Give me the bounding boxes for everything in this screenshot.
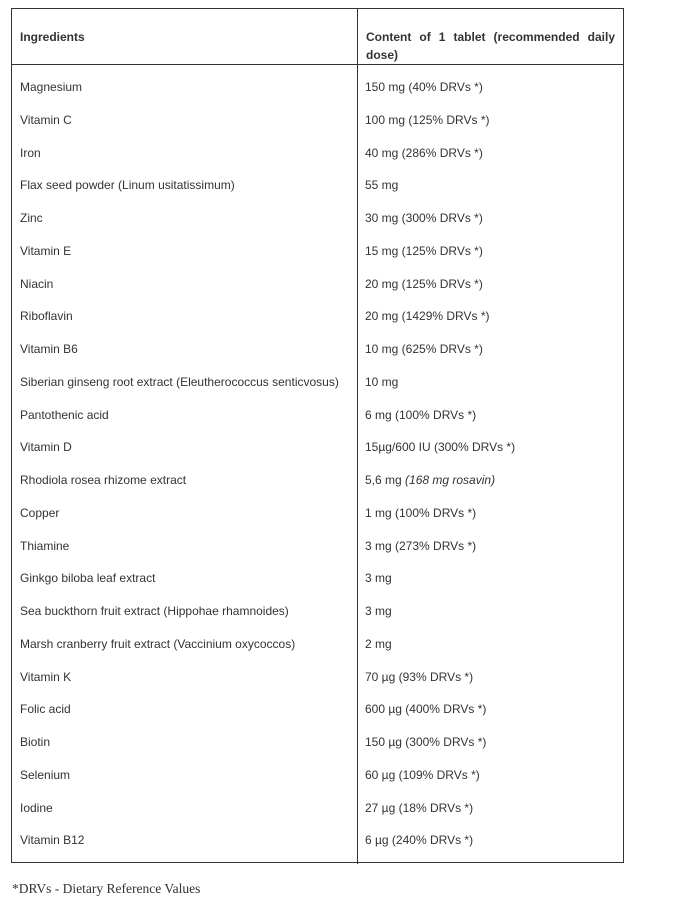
content-value: 150 µg (300% DRVs *) (365, 735, 487, 749)
header-ingredients: Ingredients (12, 9, 358, 64)
content-cell (358, 176, 623, 209)
content-value: 10 mg (625% DRVs *) (365, 342, 483, 356)
content-cell (358, 471, 623, 504)
ingredient-cell: Biotin (20, 735, 51, 749)
ingredient-cell: Vitamin D (20, 440, 72, 455)
content-value: 6 mg (100% DRVs *) (365, 407, 477, 422)
content-value: 1 mg (100% DRVs *) (365, 505, 477, 520)
content-cell (358, 340, 623, 373)
content-value: 100 mg (125% DRVs *) (365, 112, 490, 127)
content-value: 40 mg (286% DRVs *) (365, 145, 483, 160)
footnote: *DRVs - Dietary Reference Values (12, 881, 201, 896)
content-value: 10 mg (365, 374, 399, 389)
ingredients-table (11, 8, 624, 863)
ingredient-cell: Vitamin K (20, 669, 72, 684)
ingredient-cell: Vitamin E (20, 243, 72, 258)
content-value: 30 mg (300% DRVs *) (365, 211, 483, 225)
content-cell (358, 569, 623, 602)
content-cell (358, 537, 623, 570)
content-value: 15µg/600 IU (300% DRVs *) (365, 440, 516, 455)
content-value: 6 µg (240% DRVs *) (365, 833, 474, 848)
ingredient-cell: Marsh cranberry fruit extract (Vaccinium oxycoccos) (20, 636, 296, 651)
ingredient-cell: Iodine (20, 800, 53, 815)
content-cell (358, 373, 623, 406)
ingredient-cell: Zinc (20, 211, 43, 225)
ingredient-cell: Flax seed powder (Linum usitatissimum) (20, 178, 235, 193)
ingredient-cell: Folic acid (20, 702, 71, 717)
ingredient-cell: Riboflavin (20, 309, 73, 324)
ingredient-cell: Vitamin B6 (20, 342, 78, 356)
ingredient-cell: Niacin (20, 276, 54, 291)
content-cell (358, 635, 623, 668)
content-value: 27 µg (18% DRVs *) (365, 800, 474, 815)
content-cell (358, 78, 623, 111)
ingredient-cell: Magnesium (20, 80, 83, 94)
content-cell (358, 144, 623, 177)
table-header-row (12, 9, 623, 65)
content-value: 150 mg (40% DRVs *) (365, 80, 483, 94)
content-value: 55 mg (365, 178, 399, 193)
ingredient-cell: Vitamin C (20, 112, 72, 127)
content-value: 3 mg (365, 604, 392, 618)
content-cell (358, 831, 623, 864)
content-cell (358, 438, 623, 471)
content-cell (358, 602, 623, 635)
content-cell (358, 766, 623, 799)
content-value: 2 mg (365, 636, 392, 651)
content-value: 60 µg (109% DRVs *) (365, 767, 480, 782)
content-value: 3 mg (273% DRVs *) (365, 538, 477, 553)
content-value: 3 mg (365, 571, 392, 586)
content-cell (358, 209, 623, 242)
content-value: 5,6 mg (365, 473, 406, 487)
ingredients-column (12, 65, 358, 864)
ingredient-cell: Ginkgo biloba leaf extract (20, 571, 156, 586)
content-cell (358, 799, 623, 832)
content-value: 15 mg (125% DRVs *) (365, 243, 483, 258)
ingredient-cell: Sea buckthorn fruit extract (Hippohae rhamnoides) (20, 604, 289, 618)
ingredient-cell: Iron (20, 145, 41, 160)
content-value: 20 mg (1429% DRVs *) (365, 309, 490, 324)
ingredient-cell: Siberian ginseng root extract (Eleutherococcus senticvosus) (20, 374, 339, 389)
content-cell (358, 307, 623, 340)
ingredient-cell: Rhodiola rosea rhizome extract (20, 473, 187, 487)
content-column (358, 65, 623, 864)
content-value: 70 µg (93% DRVs *) (365, 669, 474, 684)
ingredient-cell: Copper (20, 505, 60, 520)
header-content: Content of 1 tablet (recommended daily dose) (366, 30, 615, 62)
ingredient-cell: Thiamine (20, 538, 70, 553)
content-cell (358, 111, 623, 144)
content-value: 20 mg (125% DRVs *) (365, 276, 483, 291)
ingredient-cell: Pantothenic acid (20, 407, 109, 422)
ingredient-cell: Selenium (20, 767, 71, 782)
content-cell (358, 733, 623, 766)
content-cell (358, 504, 623, 537)
content-cell (358, 242, 623, 275)
table-body (12, 65, 623, 864)
content-cell (358, 275, 623, 308)
ingredient-cell: Vitamin B12 (20, 833, 85, 848)
content-note: (168 mg rosavin) (405, 473, 496, 487)
content-cell (358, 406, 623, 439)
content-value: 600 µg (400% DRVs *) (365, 702, 487, 717)
content-cell (358, 700, 623, 733)
content-cell (358, 668, 623, 701)
